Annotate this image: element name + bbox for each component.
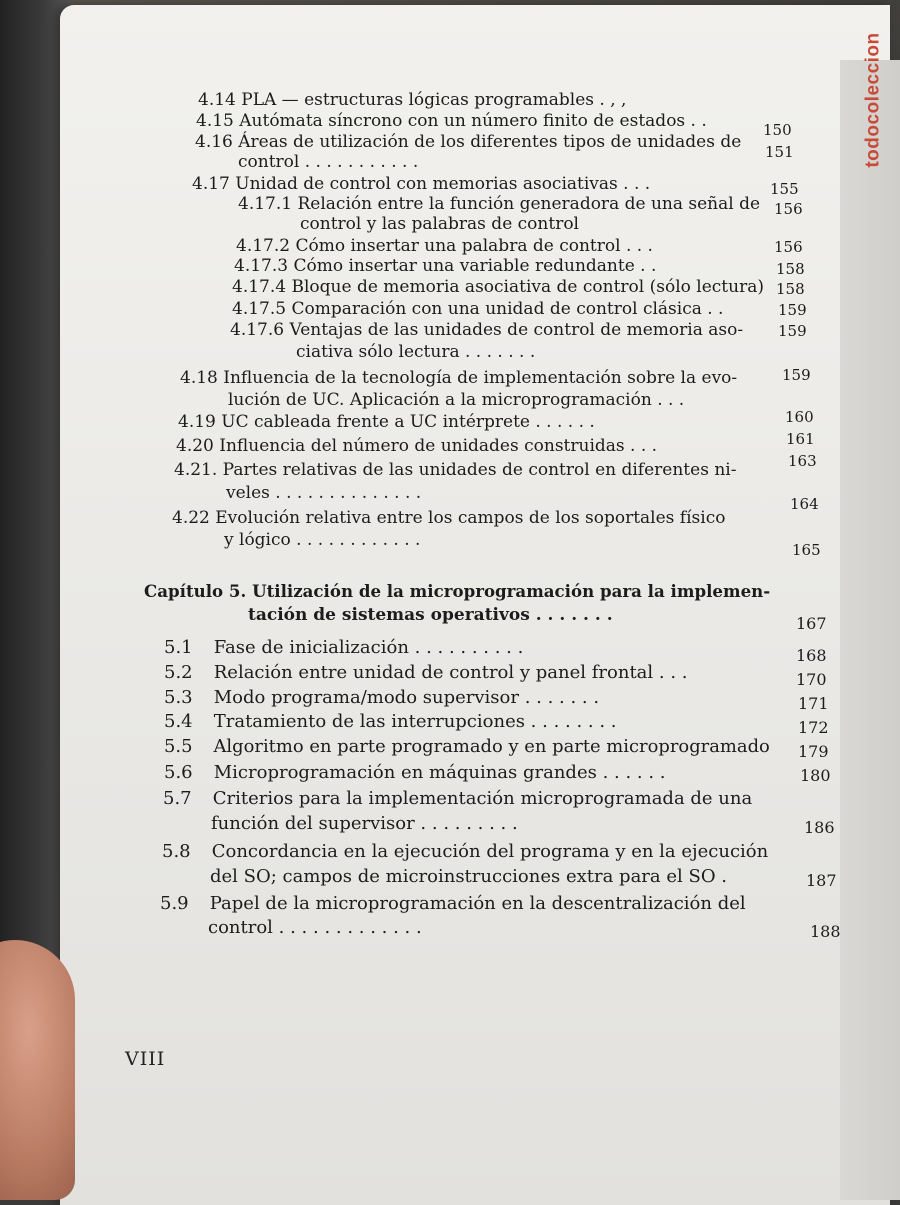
entry-page: 163 xyxy=(788,452,817,470)
entry-title: Unidad de control con memorias asociativas . . . xyxy=(235,174,651,194)
toc-entry-4-17-2 xyxy=(236,236,653,256)
entry-page: 156 xyxy=(774,200,803,218)
entry-title-continued: lución de UC. Aplicación a la microprogramación . . . xyxy=(228,390,685,410)
entry-number: 5.5 xyxy=(164,736,193,757)
entry-title: Autómata síncrono con un número finito de estados . . xyxy=(239,111,707,131)
entry-page: 161 xyxy=(786,430,815,448)
toc-entry-4-22-line2 xyxy=(224,530,420,550)
toc-entry-4-17-6-line2 xyxy=(296,342,535,362)
entry-number: 5.6 xyxy=(164,762,193,783)
entry-page: 158 xyxy=(776,260,805,278)
chapter-title: Utilización de la microprogramación para la implemen- xyxy=(252,582,771,602)
toc-entry-5-8-line2 xyxy=(210,867,727,887)
toc-entry-5-4 xyxy=(164,712,617,732)
chapter-label: Capítulo 5. xyxy=(144,582,247,602)
toc-entry-4-19 xyxy=(178,412,595,432)
toc-entry-4-16-line2 xyxy=(238,152,418,172)
toc-entry-4-18 xyxy=(180,368,737,388)
entry-title: Influencia del número de unidades construidas . . . xyxy=(219,436,658,456)
entry-number: 5.9 xyxy=(160,893,189,914)
entry-title-continued: y lógico . . . . . . . . . . . . xyxy=(224,530,421,550)
entry-title: Influencia de la tecnología de implementación sobre la evo- xyxy=(223,368,738,388)
entry-title: Modo programa/modo supervisor . . . . . . . xyxy=(213,687,600,708)
entry-page: 168 xyxy=(796,646,827,665)
entry-page: 171 xyxy=(798,694,829,713)
chapter-heading xyxy=(144,582,770,602)
entry-number: 5.3 xyxy=(164,687,193,708)
toc-entry-4-17-6 xyxy=(230,320,743,340)
entry-page: 150 xyxy=(763,121,792,139)
entry-page: 156 xyxy=(774,238,803,256)
toc-entry-5-2 xyxy=(164,663,688,683)
toc-entry-4-14 xyxy=(198,90,626,110)
toc-entry-5-8 xyxy=(162,842,768,862)
toc-entry-5-7-line2 xyxy=(211,814,518,834)
toc-entry-5-1 xyxy=(164,638,523,658)
entry-title: Partes relativas de las unidades de control en diferentes ni- xyxy=(222,460,737,480)
toc-entry-4-21 xyxy=(174,460,736,480)
entry-number: 4.17 xyxy=(192,174,230,194)
entry-number: 5.1 xyxy=(164,637,193,658)
entry-page: 179 xyxy=(798,742,829,761)
entry-number: 4.17.1 xyxy=(238,194,293,214)
entry-page: 159 xyxy=(782,366,811,384)
entry-number: 4.17.2 xyxy=(236,236,291,256)
entry-number: 4.21. xyxy=(174,460,218,480)
toc-entry-4-17-4 xyxy=(232,277,764,297)
entry-title: Comparación con una unidad de control clásica . . xyxy=(291,299,724,319)
toc-entry-5-6 xyxy=(164,763,666,783)
entry-title: Concordancia en la ejecución del programa y en la ejecución xyxy=(211,841,769,862)
entry-number: 4.17.4 xyxy=(232,277,287,297)
entry-page: 155 xyxy=(770,180,799,198)
entry-number: 4.22 xyxy=(172,508,210,528)
entry-title: Microprogramación en máquinas grandes . . . . . . xyxy=(213,762,666,783)
toc-entry-4-16 xyxy=(195,132,741,152)
entry-title: Papel de la microprogramación en la descentralización del xyxy=(209,893,746,914)
entry-number: 5.8 xyxy=(162,841,191,862)
entry-title: Tratamiento de las interrupciones . . . . . . . . xyxy=(213,711,617,732)
entry-number: 4.20 xyxy=(176,436,214,456)
entry-title-continued: control . . . . . . . . . . . . . xyxy=(208,917,422,938)
entry-title: Fase de inicialización . . . . . . . . . . xyxy=(213,637,524,658)
entry-number: 4.19 xyxy=(178,412,216,432)
entry-title: Cómo insertar una palabra de control . . . xyxy=(295,236,653,256)
entry-number: 4.14 xyxy=(198,90,236,110)
entry-title-continued: veles . . . . . . . . . . . . . . xyxy=(226,483,422,503)
entry-page: 170 xyxy=(796,670,827,689)
toc-entry-5-9-line2 xyxy=(208,918,422,938)
entry-page: 159 xyxy=(778,301,807,319)
toc-entry-5-9 xyxy=(160,894,746,914)
toc-entry-4-17-3 xyxy=(234,256,656,276)
entry-number: 4.17.6 xyxy=(230,320,285,340)
entry-title: PLA — estructuras lógicas programables . , , xyxy=(241,90,627,110)
toc-entry-4-20 xyxy=(176,436,657,456)
entry-title-continued: función del supervisor . . . . . . . . . xyxy=(211,813,518,834)
chapter-heading-line2 xyxy=(248,605,613,625)
entry-number: 4.17.3 xyxy=(234,256,289,276)
entry-number: 4.18 xyxy=(180,368,218,388)
page-footer-roman-numeral: VIII xyxy=(125,1048,166,1070)
entry-page: 151 xyxy=(765,143,794,161)
entry-page: 187 xyxy=(806,871,837,890)
toc-entry-4-18-line2 xyxy=(228,390,684,410)
chapter-title-continued: tación de sistemas operativos . . . . . . . xyxy=(248,605,613,625)
entry-title: UC cableada frente a UC intérprete . . . . . . xyxy=(221,412,595,432)
toc-entry-4-21-line2 xyxy=(226,483,421,503)
entry-number: 5.7 xyxy=(163,788,192,809)
toc-entry-4-17 xyxy=(192,174,650,194)
entry-title: Algoritmo en parte programado y en parte microprogramado xyxy=(213,736,770,757)
watermark-text: todocoleccion xyxy=(863,32,885,168)
entry-page: 188 xyxy=(810,922,841,941)
entry-page: 159 xyxy=(778,322,807,340)
entry-title: Relación entre la función generadora de una señal de xyxy=(297,194,761,214)
entry-title: Evolución relativa entre los campos de los soportales físico xyxy=(215,508,726,528)
entry-title: Cómo insertar una variable redundante . . xyxy=(293,256,657,276)
toc-entry-4-15 xyxy=(196,111,707,131)
entry-number: 4.17.5 xyxy=(232,299,287,319)
entry-page: 180 xyxy=(800,766,831,785)
entry-number: 4.15 xyxy=(196,111,234,131)
toc-entry-4-17-5 xyxy=(232,299,723,319)
entry-title: Criterios para la implementación microprogramada de una xyxy=(212,788,753,809)
entry-page: 158 xyxy=(776,280,805,298)
entry-page: 165 xyxy=(792,541,821,559)
entry-title-continued: control . . . . . . . . . . . xyxy=(238,152,419,172)
entry-number: 4.16 xyxy=(195,132,233,152)
entry-page: 186 xyxy=(804,818,835,837)
chapter-page: 167 xyxy=(796,614,827,633)
toc-entry-4-22 xyxy=(172,508,725,528)
entry-title: Relación entre unidad de control y panel frontal . . . xyxy=(213,662,688,683)
entry-page: 164 xyxy=(790,495,819,513)
finger-holding-page xyxy=(0,940,75,1200)
entry-title: Bloque de memoria asociativa de control (sólo lectura) xyxy=(291,277,764,297)
toc-entry-5-5 xyxy=(164,737,770,757)
entry-number: 5.4 xyxy=(164,711,193,732)
entry-page: 172 xyxy=(798,718,829,737)
toc-entry-4-17-1 xyxy=(238,194,760,214)
entry-page: 160 xyxy=(785,408,814,426)
entry-title: Áreas de utilización de los diferentes tipos de unidades de xyxy=(238,132,742,152)
toc-entry-5-7 xyxy=(163,789,752,809)
toc-entry-5-3 xyxy=(164,688,599,708)
entry-title-continued: control y las palabras de control xyxy=(300,214,579,234)
entry-number: 5.2 xyxy=(164,662,193,683)
entry-title-continued: del SO; campos de microinstrucciones extra para el SO . xyxy=(210,866,728,887)
entry-title: Ventajas de las unidades de control de memoria aso- xyxy=(289,320,744,340)
entry-title-continued: ciativa sólo lectura . . . . . . . xyxy=(296,342,536,362)
toc-entry-4-17-1-line2 xyxy=(300,214,579,234)
